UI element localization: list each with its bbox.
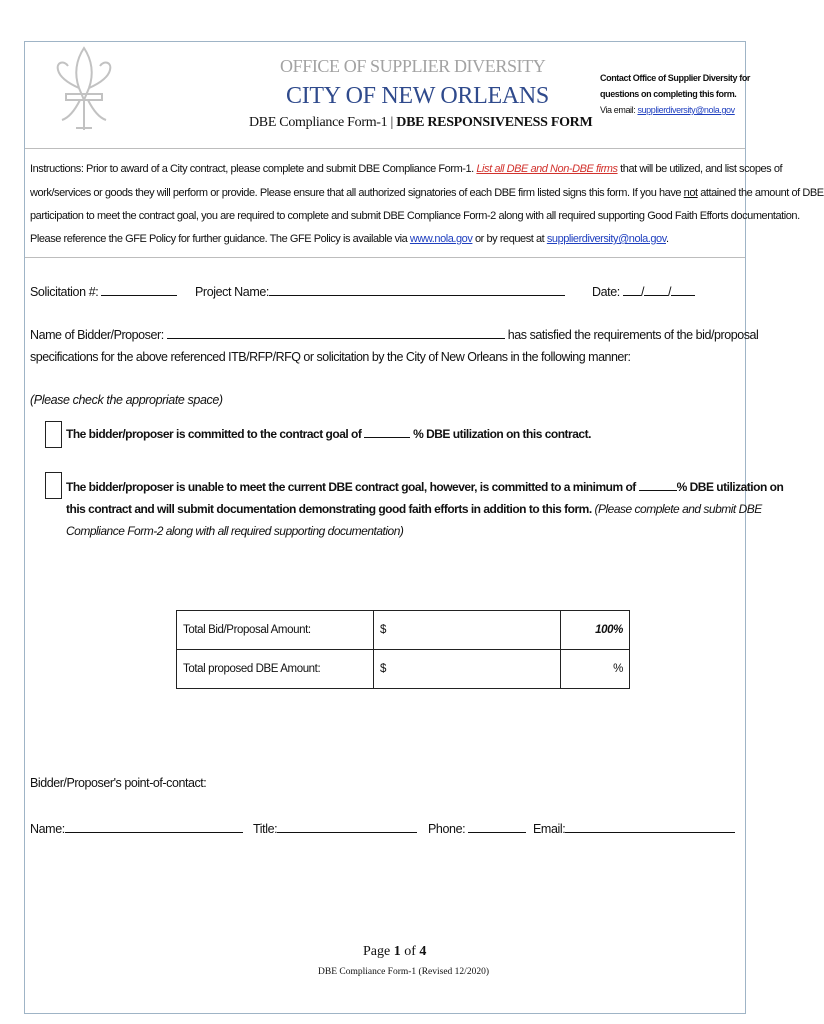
amount-label: Total proposed DBE Amount: [177,650,374,689]
option-2-line-3: Compliance Form-2 along with all required supporting documentation) [66,524,404,538]
contact-title-field[interactable] [253,822,417,836]
form-title: DBE RESPONSIVENESS FORM [396,115,593,130]
revision-note: DBE Compliance Form-1 (Revised 12/2020) [318,967,489,977]
page-of: of [404,944,416,959]
option-2-percent-blank[interactable] [639,480,677,491]
table-row [177,650,630,689]
satisfied-text: has satisfied the requirements of the bid/proposal [507,328,759,342]
contact-heading: Bidder/Proposer's point-of-contact: [30,776,207,790]
amount-currency-cell[interactable]: $ [374,611,561,650]
contact-email-link[interactable]: supplierdiversity@nola.gov [637,105,735,115]
instructions-text: Instructions: Prior to award of a City contract, please complete and submit DBE Compliance Form-1. [30,163,474,175]
instructions-text: attained the amount of DBE [700,187,824,199]
contact-title-blank[interactable] [277,822,417,833]
page-prefix: Page [363,944,391,959]
option-2-checkbox[interactable] [45,472,62,499]
date-day-blank[interactable] [644,285,668,296]
solicitation-label: Solicitation #: [30,285,99,299]
solicitation-blank[interactable] [101,285,177,296]
contact-name-field[interactable] [30,822,243,836]
office-title: OFFICE OF SUPPLIER DIVERSITY [280,56,546,76]
page-current: 1 [393,944,401,959]
option-1-checkbox[interactable] [45,421,62,448]
form-heading [249,115,592,131]
contact-email-field[interactable] [533,822,735,836]
contact-phone-field[interactable] [428,822,526,836]
date-year-blank[interactable] [671,285,695,296]
option-2-line-2-italic: (Please complete and submit DBE [594,502,762,516]
date-separator: / [640,285,645,299]
contact-email-label: Email: [533,822,566,836]
contact-line-2: questions on completing this form. [600,89,737,99]
contact-phone-blank[interactable] [468,822,526,833]
contact-email-line [600,102,735,118]
option-2-line-2 [66,502,762,516]
date-field[interactable] [592,285,695,299]
contact-email-blank[interactable] [565,822,735,833]
not-emphasis: not [683,187,698,199]
amount-currency-cell[interactable]: $ [374,650,561,689]
check-prompt: (Please check the appropriate space) [30,393,223,407]
date-month-blank[interactable] [623,285,641,296]
page-total: 4 [419,944,427,959]
nola-link[interactable]: www.nola.gov [409,233,473,245]
amount-percent[interactable]: % [561,650,630,689]
firms-link[interactable]: List all DBE and Non-DBE firms [476,163,618,175]
bidder-name-field[interactable] [30,328,758,342]
instructions-line-1 [30,163,782,175]
project-name-field[interactable] [195,285,565,299]
contact-via: Via email: [600,105,636,115]
specifications-text: specifications for the above referenced ITB/RFP/RFQ or solicitation by the City of New Orleans in the following manner: [30,350,631,364]
instructions-text: work/services or goods they will perform or provide. Please ensure that all authorized signatories of each DBE firm listed signs this form. If you have [30,187,682,199]
instructions-divider [25,257,745,258]
option-1-label-end: % DBE utilization on this contract. [413,427,591,441]
date-separator: / [668,285,672,299]
instructions-line-2 [30,187,824,199]
option-2-label-end: % DBE utilization on [676,480,784,494]
instructions-line-4 [30,233,669,245]
header-divider [25,148,745,149]
instructions-text: . [665,233,669,245]
instructions-line-3: participation to meet the contract goal, you are required to complete and submit DBE Compliance Form-2 along with all required supporting Good Faith Efforts documentation. [30,210,800,222]
instructions-text: that will be utilized, and list scopes of [620,163,783,175]
date-label: Date: [592,285,620,299]
bidder-name-label: Name of Bidder/Proposer: [30,328,164,342]
contact-info [600,70,751,118]
solicitation-field[interactable] [30,285,177,299]
amount-label: Total Bid/Proposal Amount: [177,611,374,650]
page-number [363,944,426,960]
option-1-text [66,427,591,441]
instructions-text: or by request at [475,233,545,245]
option-2-text [66,480,783,494]
project-name-label: Project Name: [195,285,269,299]
amount-percent: 100% [561,611,630,650]
contact-line-1: Contact Office of Supplier Diversity for [600,73,751,83]
city-title: CITY OF NEW ORLEANS [286,83,549,109]
option-2-line-2-bold: this contract and will submit documentation demonstrating good faith efforts in addition to this form. [66,502,592,516]
option-1-percent-blank[interactable] [364,427,410,438]
fleur-de-lis-logo [52,44,116,136]
project-name-blank[interactable] [269,285,565,296]
bidder-name-blank[interactable] [167,328,505,339]
option-2-label: The bidder/proposer is unable to meet the current DBE contract goal, however, is committed to a minimum of [66,480,636,494]
amounts-table [176,610,630,689]
contact-title-label: Title: [253,822,278,836]
instructions-text: Please reference the GFE Policy for further guidance. The GFE Policy is available via [30,233,408,245]
contact-name-label: Name: [30,822,65,836]
form-name: DBE Compliance Form-1 | [249,115,394,130]
contact-phone-label: Phone: [428,822,466,836]
contact-name-blank[interactable] [65,822,243,833]
table-row [177,611,630,650]
email-link[interactable]: supplierdiversity@nola.gov [546,233,666,245]
option-1-label: The bidder/proposer is committed to the contract goal of [66,427,362,441]
